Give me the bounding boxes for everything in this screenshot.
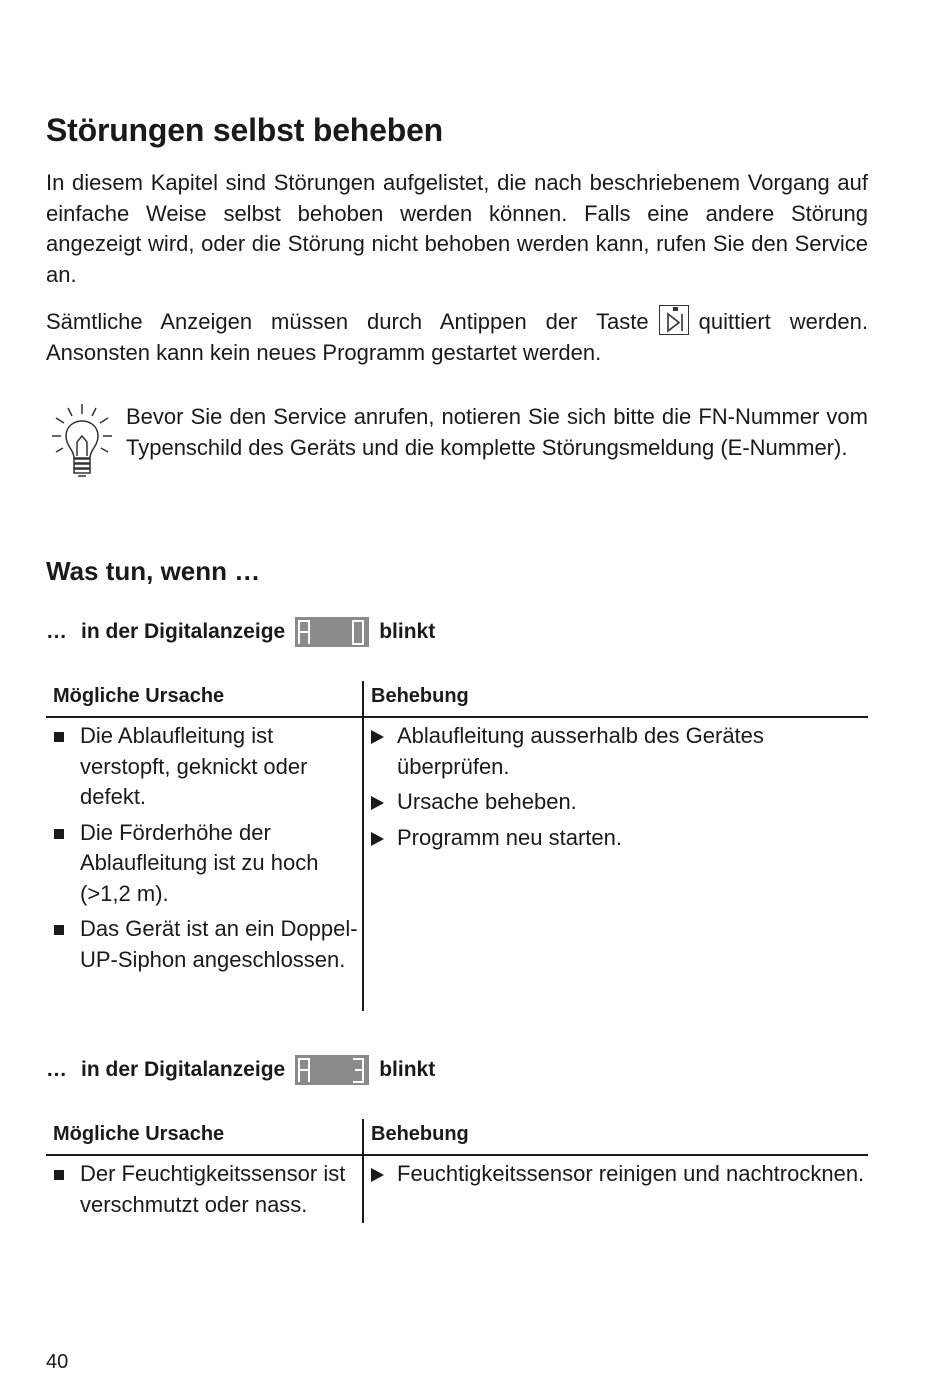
square-bullet-icon: [54, 1170, 64, 1180]
fault-table-a3: [46, 1119, 868, 1223]
intro-paragraph: In diesem Kapitel sind Störungen aufgelistet, die nach beschriebenem Vorgang auf einfache Weise selbst behoben werden können. Falls eine andere Störung angezeigt wird, oder die Störung nicht behoben werden kann, rufen Sie den Service an.: [46, 170, 868, 287]
page-number: 40: [46, 1351, 69, 1373]
header-fix: Behebung: [371, 1123, 469, 1145]
cause-item: Der Feuchtigkeitssensor ist verschmutzt oder nass.: [46, 1159, 362, 1220]
header-divider: [46, 1154, 868, 1156]
column-divider: [362, 681, 364, 1011]
fault-table-a0: [46, 681, 868, 1011]
fault-heading-a0: [46, 617, 435, 647]
fault-prefix: …: [46, 620, 67, 643]
arrow-bullet-icon: [371, 832, 384, 846]
square-bullet-icon: [54, 925, 64, 935]
cause-list: [46, 1159, 362, 1225]
acknowledge-text-after: quittiert werden. Ansonsten kann kein neues Programm gestartet werden.: [46, 309, 868, 365]
fault-label: in der Digitalanzeige: [81, 620, 286, 643]
start-pause-key-icon: [659, 305, 689, 335]
fix-item: Ursache beheben.: [371, 787, 868, 818]
tip-text: Bevor Sie den Service anrufen, notieren Sie sich bitte die FN-Nummer vom Typenschild des Geräts und die komplette Störungsmeldung (E-Nummer).: [126, 404, 868, 460]
arrow-bullet-icon: [371, 796, 384, 810]
fault-suffix: blinkt: [379, 1058, 436, 1081]
header-cause: Mögliche Ursache: [53, 1123, 225, 1145]
cause-item: Die Ablaufleitung ist verstopft, geknickt oder defekt.: [46, 721, 362, 813]
column-divider: [362, 1119, 364, 1223]
fix-list: [371, 721, 868, 858]
fault-label: in der Digitalanzeige: [81, 1058, 286, 1081]
fix-item: Programm neu starten.: [371, 823, 868, 854]
square-bullet-icon: [54, 732, 64, 742]
arrow-bullet-icon: [371, 1168, 384, 1182]
section-title: Was tun, wenn …: [46, 556, 261, 586]
acknowledge-text-before: Sämtliche Anzeigen müssen durch Antippen der Taste: [46, 309, 649, 334]
fault-suffix: blinkt: [379, 620, 436, 643]
acknowledge-paragraph: [46, 305, 868, 368]
fix-item: Ablaufleitung ausserhalb des Gerätes überprüfen.: [371, 721, 868, 782]
fix-item: Feuchtigkeitssensor reinigen und nachtrocknen.: [371, 1159, 868, 1190]
header-fix: Behebung: [371, 685, 469, 707]
fix-list: [371, 1159, 868, 1195]
cause-list: [46, 721, 362, 980]
header-divider: [46, 716, 868, 718]
fault-heading-a3: [46, 1055, 435, 1085]
page-title: Störungen selbst beheben: [46, 112, 444, 148]
cause-item: Das Gerät ist an ein Doppel-UP-Siphon angeschlossen.: [46, 914, 362, 975]
square-bullet-icon: [54, 829, 64, 839]
digital-display-a3: [295, 1055, 369, 1085]
header-cause: Mögliche Ursache: [53, 685, 225, 707]
digital-display-a0: [295, 617, 369, 647]
lightbulb-icon: [46, 402, 118, 482]
cause-item: Die Förderhöhe der Ablaufleitung ist zu hoch (>1,2 m).: [46, 818, 362, 910]
arrow-bullet-icon: [371, 730, 384, 744]
fault-prefix: …: [46, 1058, 67, 1081]
